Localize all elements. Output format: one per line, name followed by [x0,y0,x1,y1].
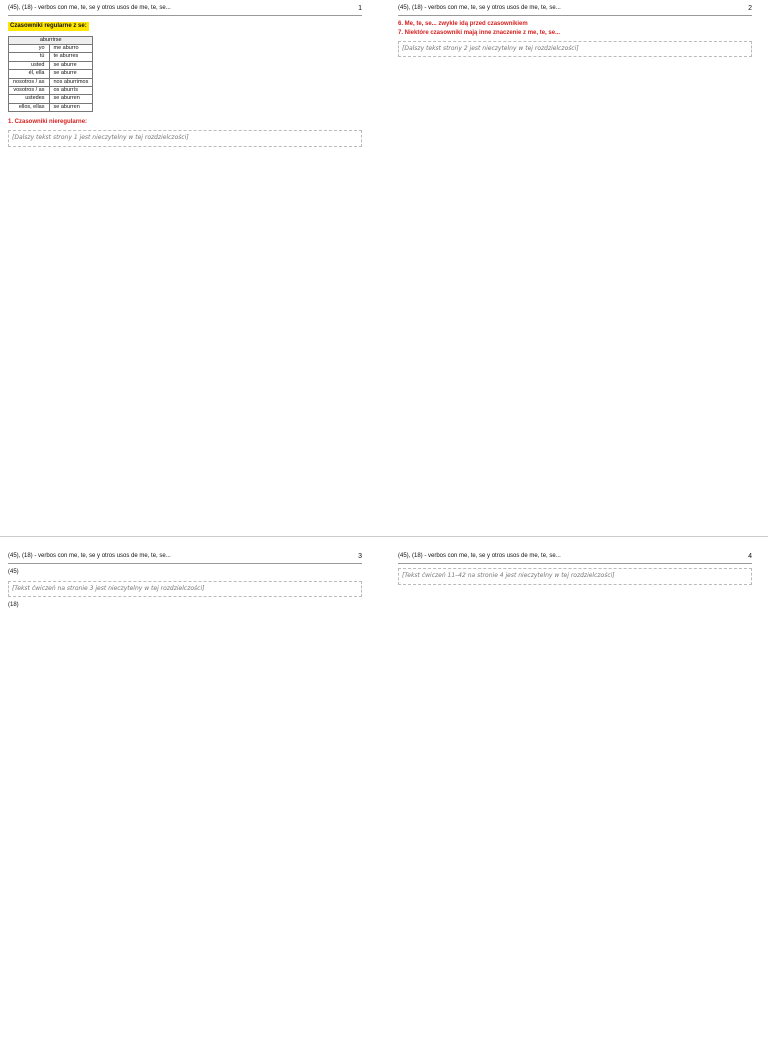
illegible-note: [Tekst ćwiczeń 11–42 na stronie 4 jest nieczytelny w tej rozdzielczości] [398,568,752,584]
verb-form: os aburrís [49,87,93,95]
pronoun: ustedes [9,95,50,103]
page-3 [0,548,370,1048]
section-heading: Czasowniki regularne z se: [10,23,87,30]
pronoun: ellos, ellas [9,103,50,111]
page-header [8,552,362,564]
pronoun: yo [9,44,50,52]
verb-form: me aburro [49,44,93,52]
verb-form: nos aburrimos [49,78,93,86]
page-1 [0,0,370,500]
section-7-heading: 7. Niektóre czasowniki mają inne znaczenie z me, te, se... [398,29,561,36]
exercise-block-label: (18) [8,601,19,608]
page-header [8,4,362,16]
header-title: (45), (18) - verbos con me, te, se y otros usos de me, te, se... [398,553,561,559]
pronoun: nosotros / as [9,78,50,86]
header-title: (45), (18) - verbos con me, te, se y otros usos de me, te, se... [8,553,171,559]
page-number: 2 [748,5,752,12]
verb-form: se aburre [49,70,93,78]
verb-form: se aburren [49,103,93,111]
verb-form: se aburre [49,61,93,69]
page-number: 3 [358,553,362,560]
page-number: 1 [358,5,362,12]
pronoun: tú [9,53,50,61]
verb-form: se aburren [49,95,93,103]
illegible-note: [Dalszy tekst strony 1 jest nieczytelny w tej rozdzielczości] [8,130,362,146]
page-header [398,552,752,564]
page-4 [390,548,760,1048]
pronoun: vosotros / as [9,87,50,95]
section-6-heading: 6. Me, te, se... zwykle idą przed czasownikiem [398,21,528,28]
conjugation-table [8,36,93,113]
illegible-note: [Dalszy tekst strony 2 jest nieczytelny w tej rozdzielczości] [398,41,752,57]
pronoun: él, ella [9,70,50,78]
page-2 [390,0,760,500]
header-title: (45), (18) - verbos con me, te, se y otros usos de me, te, se... [398,5,561,11]
illegible-note: [Tekst ćwiczeń na stronie 3 jest nieczytelny w tej rozdzielczości] [8,581,362,597]
page-divider [0,536,768,537]
table-verb: aburrirse [9,36,93,44]
verb-form: te aburres [49,53,93,61]
exercise-block-label: (45) [8,569,19,576]
section-1-heading: 1. Czasowniki nieregularne: [8,119,88,126]
page-number: 4 [748,553,752,560]
page-header [398,4,752,16]
pronoun: usted [9,61,50,69]
header-title: (45), (18) - verbos con me, te, se y otros usos de me, te, se... [8,5,171,11]
